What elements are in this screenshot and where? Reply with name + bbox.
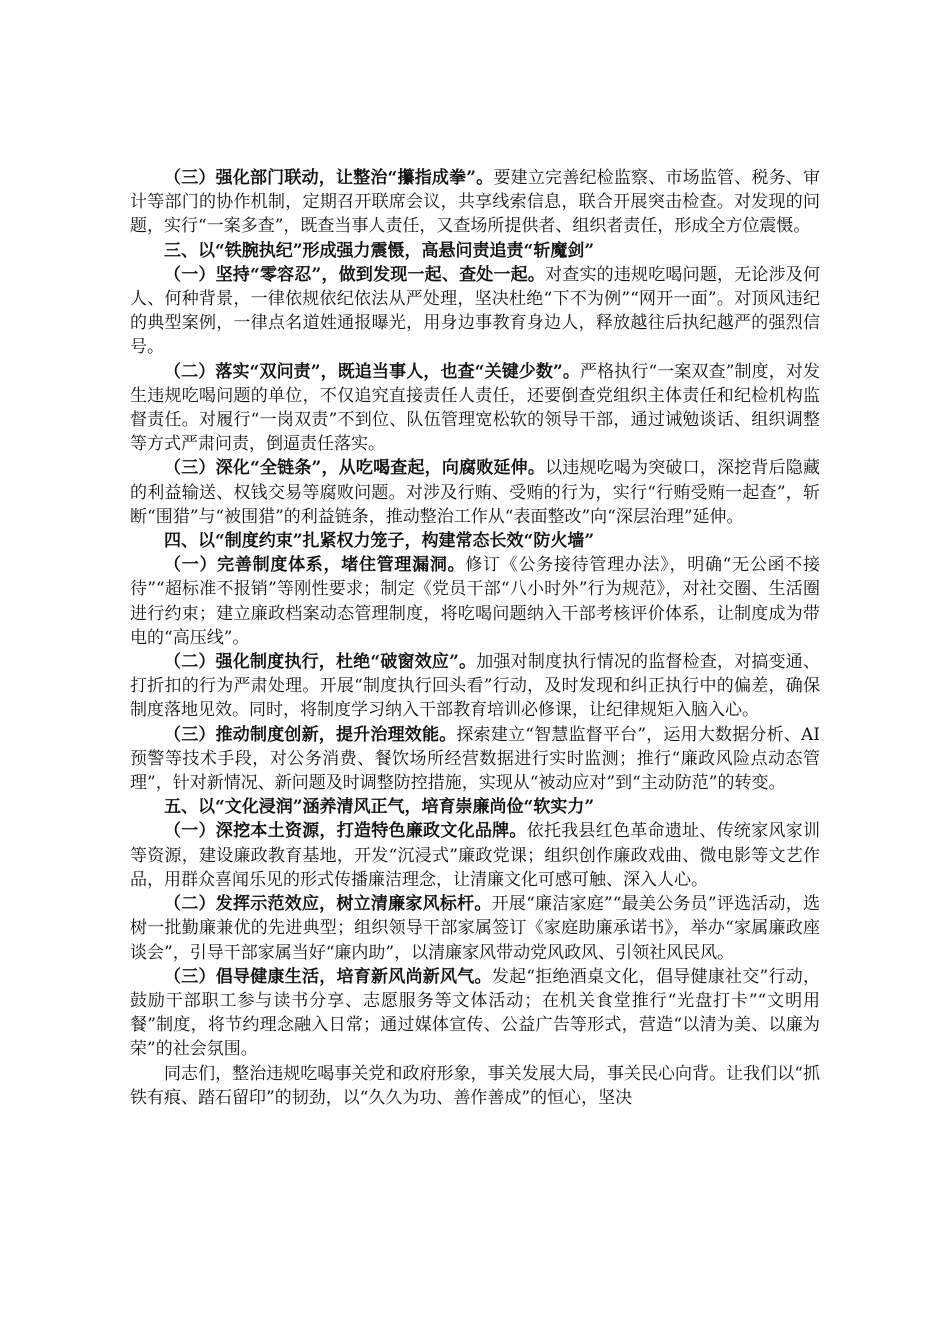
paragraph-text: 对查实的违规吃喝问题，无论涉及何人、何种背景，一律依规依纪依法从严处理，坚决杜绝“下不为例”“网开一面”。对顶风违纪的典型案例，一律点名道姓通报曝光，用身边事教育身边人，释放越往后执纪越严的强烈信号。: [130, 264, 820, 358]
paragraph-lead: （三）倡导健康生活，培育新风尚新风气。: [164, 966, 492, 987]
paragraph-lead: （三）深化“全链条”，从吃喝查起，向腐败延伸。: [164, 458, 546, 479]
paragraph-lead: （三）强化部门联动，让整治“攥指成拳”。: [164, 168, 494, 188]
section-heading: 三、以“铁腕执纪”形成强力震慑，高悬问责追责“斩魔剑”: [164, 240, 595, 261]
paragraph: [130, 892, 820, 965]
paragraph-text: 要建立完善纪检监察、市场监管、税务、审计等部门的协作机制，定期召开联席会议，共享线索信息，联合开展突击检查。对发现的问题，实行“一案多查”，既查当事人责任，又查场所提供者、组织者责任，形成全方位震慑。: [130, 168, 821, 237]
closing-paragraph: [130, 1062, 820, 1110]
paragraph-lead: （二）强化制度执行，杜绝“破窗效应”。: [164, 652, 477, 673]
paragraph-text: 发起“拒绝酒桌文化，倡导健康社交”行动，鼓励干部职工参与读书分享、志愿服务等文体活动；在机关食堂推行“光盘打卡”“文明用餐”制度，将节约理念融入日常；通过媒体宣传、公益广告等形式，营造“以清为美、以廉为荣”的社会氛围。: [130, 966, 820, 1060]
paragraph: [130, 166, 820, 239]
section-heading: 四、以“制度约束”扎紧权力笼子，构建常态长效“防火墙”: [164, 531, 595, 552]
paragraph: [130, 553, 820, 650]
paragraph-lead: （一）坚持“零容忍”，做到发现一起、查处一起。: [164, 264, 546, 285]
paragraph-text: 探索建立“智慧监督平台”，运用大数据分析、AI预警等技术手段，对公务消费、餐饮场所经营数据进行实时监测；推行“廉政风险点动态管理”，针对新情况、新问题及时调整防控措施，实现从“被动应对”到“主动防范”的转变。: [130, 724, 821, 794]
paragraph-text: 加强对制度执行情况的监督检查，对搞变通、打折扣的行为严肃处理。开展“制度执行回头看”行动，及时发现和纠正执行中的偏差，确保制度落地见效。同时，将制度学习纳入干部教育培训必修课，让纪律规矩入脑入心。: [130, 652, 820, 721]
paragraph: [130, 965, 820, 1062]
paragraph-lead: （一）完善制度体系，堵住管理漏洞。: [164, 555, 466, 576]
paragraph-lead: （二）落实“双问责”，既追当事人，也查“关键少数”。: [164, 361, 581, 382]
section-heading: 五、以“文化浸润”涵养清风正气，培育崇廉尚俭“软实力”: [164, 797, 595, 818]
paragraph-text: 以违规吃喝为突破口，深挖背后隐藏的利益输送、权钱交易等腐败问题。对涉及行贿、受贿的行为，实行“行贿受贿一起查”，斩断“围猎”与“被围猎”的利益链条，推动整治工作从“表面整改”向“深层治理”延伸。: [130, 458, 820, 527]
paragraph: [130, 723, 820, 796]
paragraph-text: 严格执行“一案双查”制度，对发生违规吃喝问题的单位，不仅追究直接责任人责任，还要倒查党组织主体责任和纪检机构监督责任。对履行“一岗双责”不到位、队伍管理宽松软的领导干部，通过诫勉谈话、组织调整等方式严肃问责，倒逼责任落实。: [130, 361, 820, 455]
paragraph-lead: （二）发挥示范效应，树立清廉家风标杆。: [164, 894, 492, 915]
paragraph-lead: （一）深挖本土资源，打造特色廉政文化品牌。: [164, 821, 527, 842]
paragraph: [130, 650, 820, 723]
paragraph-text: 开展“廉洁家庭”“最美公务员”评选活动，选树一批勤廉兼优的先进典型；组织领导干部家属签订《家庭助廉承诺书》，举办“家属廉政座谈会”，引导干部家属当好“廉内助”，以清廉家风带动党风政风、引领社风民风。: [130, 894, 821, 963]
paragraph-text: 同志们，整治违规吃喝事关党和政府形象，事关发展大局，事关民心向背。让我们以“抓铁有痕、踏石留印”的韧劲，以“久久为功、善作善成”的恒心，坚决: [130, 1063, 820, 1108]
paragraph: [130, 819, 820, 892]
paragraph-text: 依托我县红色革命遗址、传统家风家训等资源，建设廉政教育基地，开发“沉浸式”廉政党课；组织创作廉政戏曲、微电影等文艺作品，用群众喜闻乐见的形式传播廉洁理念，让清廉文化可感可触、深入人心。: [130, 821, 821, 890]
paragraph-text: 修订《公务接待管理办法》，明确“无公函不接待”“超标准不报销”等刚性要求；制定《党员干部“八小时外”行为规范》，对社交圈、生活圈进行约束；建立廉政档案动态管理制度，将吃喝问题纳入干部考核评价体系，让制度成为带电的“高压线”。: [130, 555, 820, 648]
document-page: [130, 166, 820, 1110]
paragraph: [130, 360, 820, 457]
paragraph-lead: （三）推动制度创新，提升治理效能。: [164, 724, 457, 745]
paragraph: [130, 263, 820, 360]
paragraph: [130, 456, 820, 529]
